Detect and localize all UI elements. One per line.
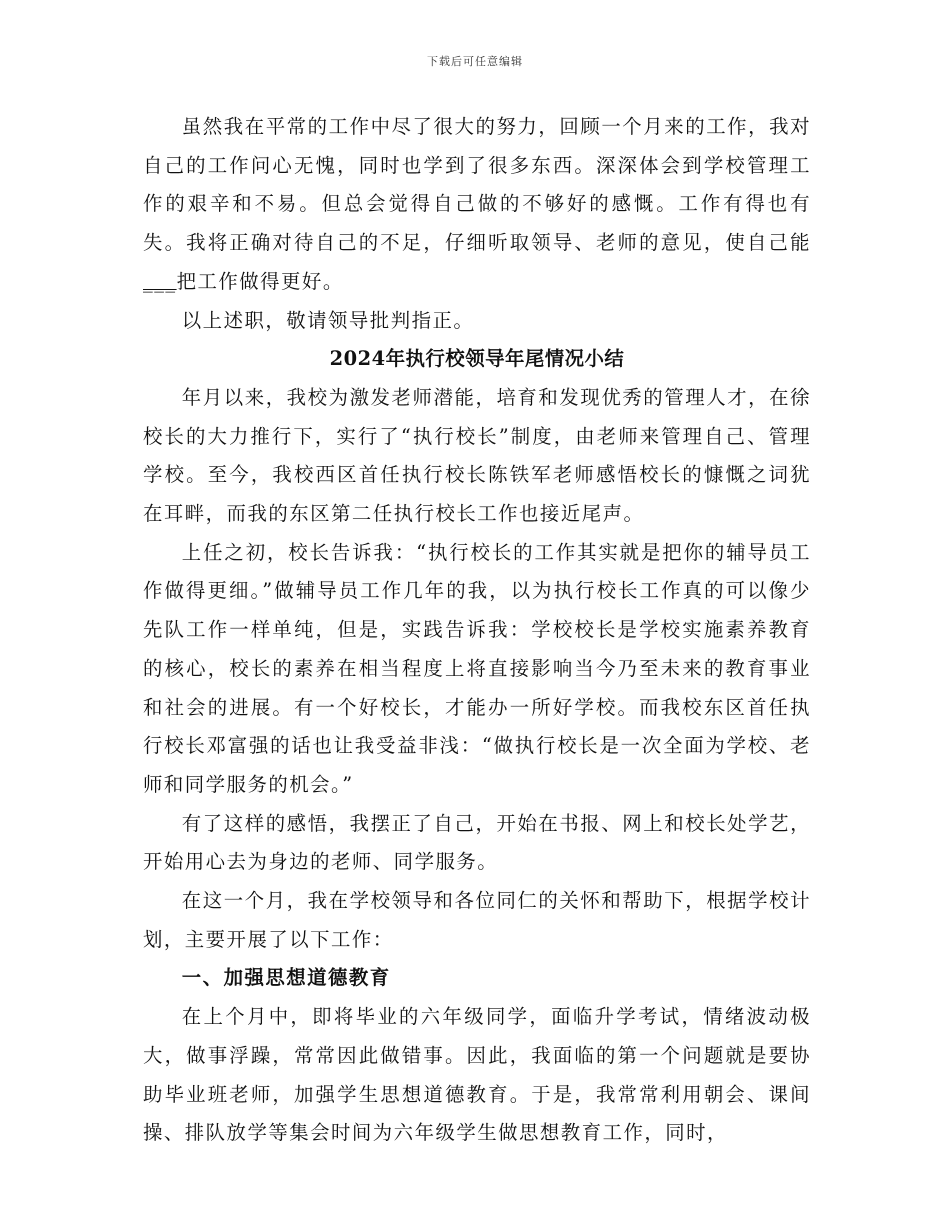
subsection-heading: 一、加强思想道德教育 [181,966,391,990]
fill-in-blank: ___ [143,269,177,293]
paragraph: 年月以来，我校为激发老师潜能，培育和发现优秀的管理人才，在徐校长的大力推行下，实行了“执行校长”制度，由老师来管理自己、管理学校。至今，我校西区首任执行校长陈铁军老师感悟校长的慷慨之词犹在耳畔，而我的东区第二任执行校长工作也接近尾声。 [143,385,811,526]
paragraph [143,108,811,302]
paragraph: 上任之初，校长告诉我：“执行校长的工作其实就是把你的辅导员工作做得更细。”做辅导员工作几年的我，以为执行校长工作真的可以像少先队工作一样单纯，但是，实践告诉我：学校校长是学校实施素养教育的核心，校长的素养在相当程度上将直接影响当今乃至未来的教育事业和社会的进展。有一个好校长，才能办一所好学校。而我校东区首任执行校长邓富强的话也让我受益非浅：“做执行校长是一次全面为学校、老师和同学服务的机会。” [143,540,811,796]
paragraph-text: 虽然我在平常的工作中尽了很大的努力，回顾一个月来的工作，我对自己的工作问心无愧，同时也学到了很多东西。深深体会到学校管理工作的艰辛和不易。但总会觉得自己做的不够好的感慨。工作有得也有失。我将正确对待自己的不足，仔细听取领导、老师的意见，使自己能 [143,115,811,255]
document-body [143,108,811,1153]
paragraph-text: 把工作做得更好。 [176,269,344,293]
paragraph: 有了这样的感悟，我摆正了自己，开始在书报、网上和校长处学艺，开始用心去为身边的老师、同学服务。 [143,811,811,874]
paragraph: 在这一个月，我在学校领导和各位同仁的关怀和帮助下，根据学校计划，主要开展了以下工作： [143,889,811,951]
page-header: 下载后可任意编辑 [427,55,523,68]
section-title: 2024年执行校领导年尾情况小结 [329,347,625,371]
paragraph: 以上述职，敬请领导批判指正。 [181,308,475,332]
paragraph: 在上个月中，即将毕业的六年级同学，面临升学考试，情绪波动极大，做事浮躁，常常因此做错事。因此，我面临的第一个问题就是要协助毕业班老师，加强学生思想道德教育。于是，我常常利用朝会、课间操、排队放学等集会时间为六年级学生做思想教育工作，同时， [143,1005,811,1145]
